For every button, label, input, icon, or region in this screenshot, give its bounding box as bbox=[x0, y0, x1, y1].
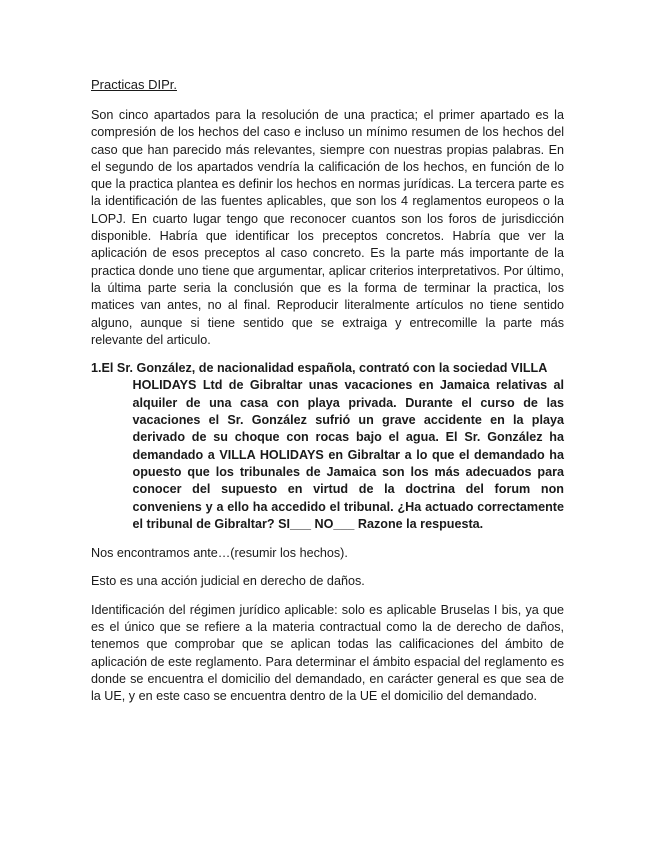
intro-paragraph: Son cinco apartados para la resolución de una practica; el primer apartado es la compresión de los hechos del caso e incluso un mínimo resumen de los hechos del caso que han parecido más relevantes, siempre con nuestras propias palabras. En el segundo de los apartados vendría la calificación de los hechos, en función de lo que la practica plantea es definir los hechos en normas jurídicas. La tercera parte es la identificación de las fuentes aplicables, que son los 4 reglamentos europeos o la LOPJ. En cuarto lugar tengo que reconocer cuantos son los foros de jurisdicción disponible. Habría que identificar los preceptos concretos. Habría que ver la aplicación de esos preceptos al caso concreto. Es la parte más importante de la practica donde uno tiene que argumentar, aplicar criterios interpretativos. Por último, la última parte seria la conclusión que es la forma de terminar la practica, los matices van antes, no al final. Reproducir literalmente artículos no tiene sentido alguno, aunque si tiene sentido que se extraiga y entrecomille la parte más relevante del articulo. bbox=[91, 108, 564, 347]
document-title: Practicas DIPr. bbox=[91, 77, 177, 92]
question-first-line: El Sr. González, de nacionalidad española, contrató con la sociedad VILLA bbox=[101, 361, 548, 376]
question-text bbox=[102, 360, 564, 533]
question-body: HOLIDAYS Ltd de Gibraltar unas vacaciones en Jamaica relativas al alquiler de una casa con playa privada. Durante el curso de las vacaciones el Sr. González sufrió un grave accidente en la playa derivado de su choque con rocas bajo el agua. El Sr. González ha demandado a VILLA HOLIDAYS en Gibraltar a lo que el demandado ha opuesto que los tribunales de Jamaica son los más adecuados para conocer del supuesto en virtud de la doctrina del forum non conveniens y a ello ha accedido el tribunal. ¿Ha actuado correctamente el tribunal de Gibraltar? SI___ NO___ Razone la respuesta. bbox=[132, 378, 564, 531]
document-page bbox=[91, 76, 564, 717]
action-paragraph: Esto es una acción judicial en derecho de daños. bbox=[91, 574, 365, 589]
question-number: 1. bbox=[91, 361, 102, 376]
legal-regime-paragraph: Identificación del régimen jurídico aplicable: solo es aplicable Bruselas I bis, ya que es el único que se refiere a la materia contractual como la de derecho de daños, tenemos que comprobar que se aplican todas las calificaciones del ámbito de aplicación de este reglamento. Para determinar el ámbito espacial del reglamento es donde se encuentra el domicilio del demandado, en carácter general es que sea de la UE, y en este caso se encuentra dentro de la UE el domicilio del demandado. bbox=[91, 602, 564, 704]
question-1 bbox=[91, 360, 564, 533]
facts-paragraph: Nos encontramos ante…(resumir los hechos). bbox=[91, 546, 348, 561]
